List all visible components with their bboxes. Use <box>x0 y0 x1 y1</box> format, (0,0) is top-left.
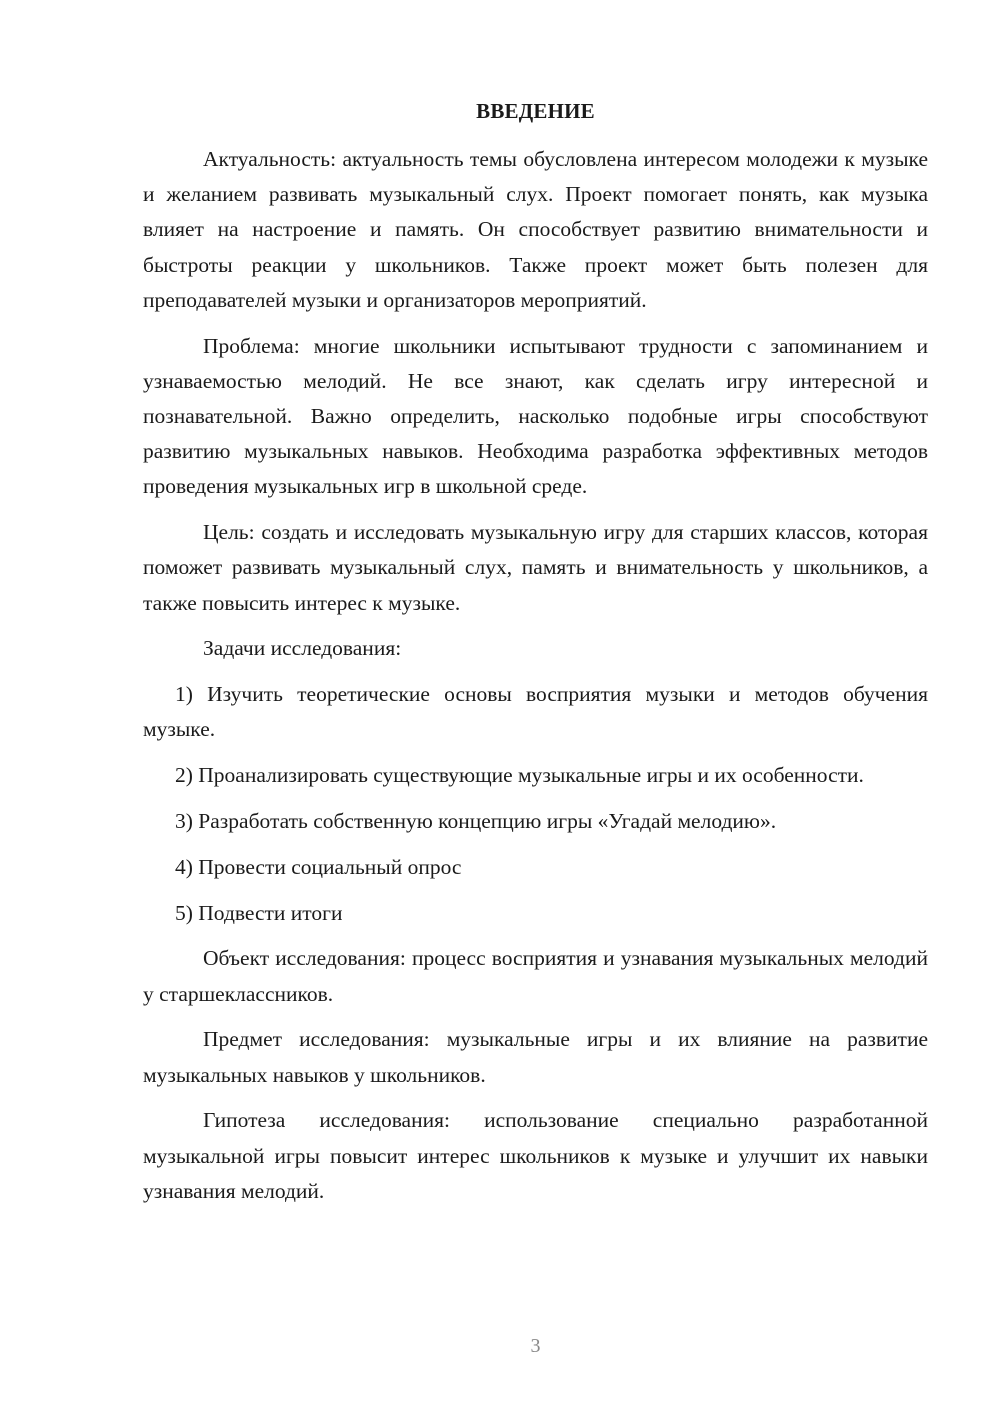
paragraph-tasks-heading: Задачи исследования: <box>203 636 402 661</box>
page-number: 3 <box>530 1335 541 1357</box>
paragraph-goal: Цель: создать и исследовать музыкальную игру для старших классов, которая поможет развивать музыкальный слух, память и внимательность у школьников, а также повысить интерес к музыке. <box>143 520 928 615</box>
task-item-2: 2) Проанализировать существующие музыкальные игры и их особенности. <box>175 763 864 788</box>
paragraph-relevance: Актуальность: актуальность темы обусловлена интересом молодежи к музыке и желанием развивать музыкальный слух. Проект помогает понять, как музыка влияет на настроение и память. Он способствует развитию внимательности и быстроты реакции у школьников. Также проект может быть полезен для преподавателей музыки и организаторов мероприятий. <box>143 147 928 312</box>
document-body <box>143 142 928 1220</box>
section-title: ВВЕДЕНИЕ <box>476 99 595 123</box>
paragraph-hypothesis: Гипотеза исследования: использование специально разработанной музыкальной игры повысит интерес школьников к музыке и улучшит их навыки узнавания мелодий. <box>143 1108 928 1203</box>
task-item-5: 5) Подвести итоги <box>175 900 343 925</box>
task-item-4: 4) Провести социальный опрос <box>175 854 462 879</box>
paragraph-subject: Предмет исследования: музыкальные игры и их влияние на развитие музыкальных навыков у школьников. <box>143 1027 928 1087</box>
task-item-1: 1) Изучить теоретические основы восприятия музыки и методов обучения музыке. <box>143 682 928 742</box>
document-page <box>143 0 928 1414</box>
task-item-3: 3) Разработать собственную концепцию игры «Угадай мелодию». <box>175 809 777 834</box>
paragraph-problem: Проблема: многие школьники испытывают трудности с запоминанием и узнаваемостью мелодий. Не все знают, как сделать игру интересной и познавательной. Важно определить, насколько подобные игры способствуют развитию музыкальных навыков. Необходима разработка эффективных методов проведения музыкальных игр в школьной среде. <box>143 333 928 499</box>
paragraph-object: Объект исследования: процесс восприятия и узнавания музыкальных мелодий у старшеклассников. <box>143 946 928 1006</box>
